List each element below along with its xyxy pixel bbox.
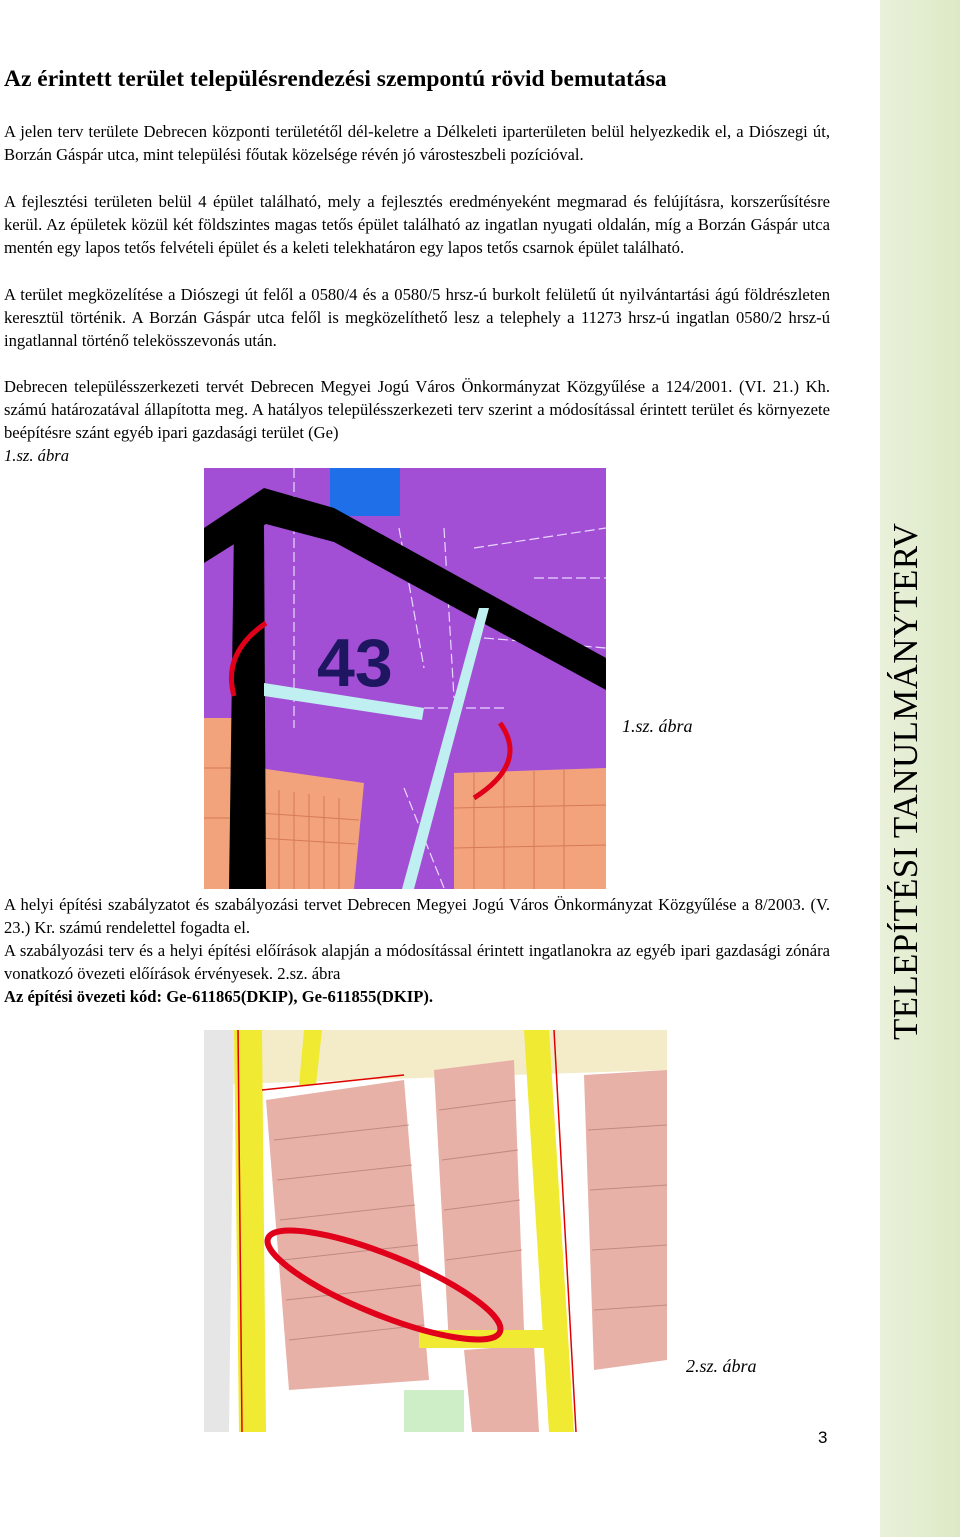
page-title: Az érintett terület településrendezési szempontú rövid bemutatása bbox=[4, 66, 667, 92]
figure1-map bbox=[204, 468, 606, 889]
paragraph-structure-plan bbox=[4, 375, 830, 467]
building-block-4 bbox=[464, 1345, 539, 1432]
building-block-1 bbox=[266, 1080, 429, 1390]
figure1-reference: 1.sz. ábra bbox=[4, 446, 70, 465]
paragraph-zone-rules: A szabályozási terv és a helyi építési előírások alapján a módosítással érintett ingatlanokra az egyéb ipari gazdasági zónára vonatkozó övezeti előírások érvényesek. 2.sz. ábra bbox=[4, 941, 830, 983]
road-vertical bbox=[229, 524, 266, 889]
figure2-caption: 2.sz. ábra bbox=[686, 1356, 757, 1376]
paragraph-buildings: A fejlesztési területen belül 4 épület található, mely a fejlesztés eredményeként megmarad és felújításra, korszerűsítésre kerül. Az épületek közül két földszintes magas tetős épület található az ingatlan nyugati oldalán, míg a Borzán Gáspár utca mentén egy lapos tetős felvételi épület és a keleti telekhatáron egy lapos tetős csarnok épület található. bbox=[4, 192, 830, 257]
residential-area-east bbox=[454, 768, 606, 889]
water-area bbox=[330, 468, 400, 516]
paragraph-location: A jelen terv területe Debrecen központi területétől dél-keletre a Délkeleti iparterületen belül helyezkedik el, a Diószegi út, Borzán Gáspár utca, mint települési főutak közelsége révén jó városteszbeli pozícióval. bbox=[4, 122, 830, 164]
sidebar-title: TELEPÍTÉSI TANULMÁNYTERV bbox=[886, 522, 925, 1040]
residential-area-south bbox=[259, 768, 364, 889]
figure1-caption: 1.sz. ábra bbox=[622, 716, 693, 736]
paragraph-regulation: A helyi építési szabályzatot és szabályozási tervet Debrecen Megyei Jogú Város Önkormányzat Közgyűlése a 8/2003. (V. 23.) Kr. számú rendelettel fogadta el. bbox=[4, 895, 830, 937]
green-area bbox=[404, 1390, 464, 1432]
page-number: 3 bbox=[818, 1428, 828, 1447]
paragraph-access: A terület megközelítése a Diószegi út felől a 0580/4 és a 0580/5 hrsz-ú burkolt felületű út nyilvántartási ágú földrészleten keresztül történik. A Borzán Gáspár utca felől is megközelíthető lesz a telephely a 11273 hrsz-ú ingatlan 0580/2 hrsz-ú ingatlannal történő telekösszevonás után. bbox=[4, 285, 830, 350]
paragraph-zone-code: Az építési övezeti kód: Ge-611865(DKIP), Ge-611855(DKIP). bbox=[4, 987, 434, 1006]
structure-plan-text: Debrecen településszerkezeti tervét Debrecen Megyei Jogú Város Önkormányzat Közgyűlése a 124/2001. (VI. 21.) Kh. számú határozatával állapította meg. A hatályos településszerkezeti terv szerint a módosítással érintett terület és környezete beépítésre szánt egyéb ipari gazdasági terület (Ge) bbox=[4, 377, 830, 442]
zone-number-label: 43 bbox=[317, 625, 393, 701]
building-block-3 bbox=[584, 1070, 667, 1370]
figure2-map bbox=[204, 1030, 667, 1432]
parcel-west bbox=[204, 1030, 234, 1432]
